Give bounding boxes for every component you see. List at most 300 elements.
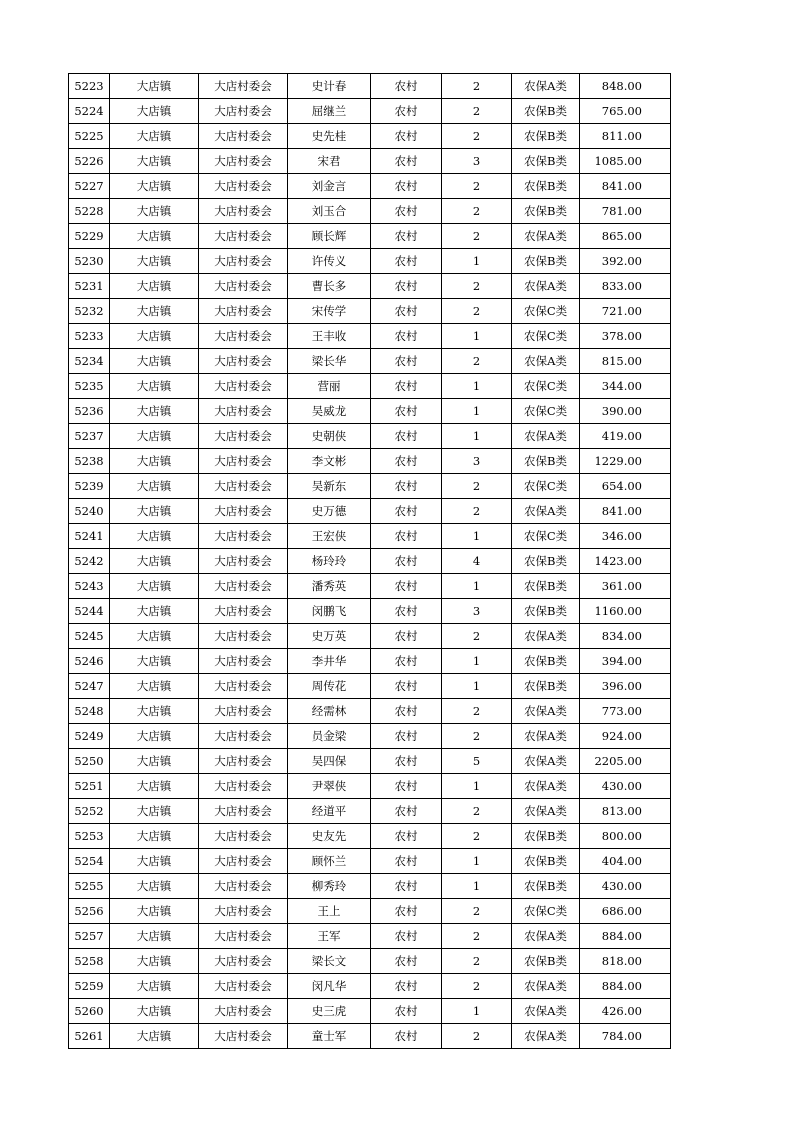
- village-committee-cell: 大店村委会: [199, 99, 288, 124]
- town-cell: 大店镇: [110, 174, 199, 199]
- table-row: [69, 574, 671, 599]
- name-cell: 闵鹏飞: [288, 599, 371, 624]
- insurance-category-cell: 农保A类: [512, 799, 580, 824]
- amount-cell: 1229.00: [580, 449, 671, 474]
- household-count-cell: 3: [442, 149, 512, 174]
- amount-cell: 884.00: [580, 924, 671, 949]
- row-number-cell: 5236: [69, 399, 110, 424]
- village-committee-cell: 大店村委会: [199, 849, 288, 874]
- insurance-category-cell: 农保A类: [512, 624, 580, 649]
- row-number-cell: 5260: [69, 999, 110, 1024]
- area-type-cell: 农村: [371, 674, 442, 699]
- town-cell: 大店镇: [110, 374, 199, 399]
- table-row: [69, 799, 671, 824]
- town-cell: 大店镇: [110, 849, 199, 874]
- name-cell: 梁长文: [288, 949, 371, 974]
- village-committee-cell: 大店村委会: [199, 899, 288, 924]
- household-count-cell: 1: [442, 849, 512, 874]
- area-type-cell: 农村: [371, 474, 442, 499]
- table-row: [69, 899, 671, 924]
- table-row: [69, 599, 671, 624]
- table-row: [69, 874, 671, 899]
- household-count-cell: 1: [442, 374, 512, 399]
- area-type-cell: 农村: [371, 424, 442, 449]
- insurance-category-cell: 农保A类: [512, 924, 580, 949]
- household-count-cell: 1: [442, 524, 512, 549]
- town-cell: 大店镇: [110, 699, 199, 724]
- insurance-category-cell: 农保A类: [512, 74, 580, 99]
- household-count-cell: 2: [442, 949, 512, 974]
- household-count-cell: 2: [442, 349, 512, 374]
- insurance-category-cell: 农保C类: [512, 324, 580, 349]
- table-row: [69, 974, 671, 999]
- town-cell: 大店镇: [110, 549, 199, 574]
- insurance-category-cell: 农保A类: [512, 999, 580, 1024]
- village-committee-cell: 大店村委会: [199, 599, 288, 624]
- row-number-cell: 5228: [69, 199, 110, 224]
- name-cell: 史万英: [288, 624, 371, 649]
- insurance-category-cell: 农保B类: [512, 649, 580, 674]
- row-number-cell: 5238: [69, 449, 110, 474]
- insurance-category-cell: 农保A类: [512, 1024, 580, 1049]
- insurance-category-cell: 农保C类: [512, 374, 580, 399]
- area-type-cell: 农村: [371, 949, 442, 974]
- area-type-cell: 农村: [371, 174, 442, 199]
- town-cell: 大店镇: [110, 399, 199, 424]
- table-row: [69, 774, 671, 799]
- row-number-cell: 5232: [69, 299, 110, 324]
- household-count-cell: 2: [442, 899, 512, 924]
- amount-cell: 396.00: [580, 674, 671, 699]
- area-type-cell: 农村: [371, 199, 442, 224]
- table-row: [69, 949, 671, 974]
- amount-cell: 834.00: [580, 624, 671, 649]
- amount-cell: 818.00: [580, 949, 671, 974]
- records-table: [68, 73, 671, 1049]
- row-number-cell: 5250: [69, 749, 110, 774]
- row-number-cell: 5258: [69, 949, 110, 974]
- table-row: [69, 724, 671, 749]
- town-cell: 大店镇: [110, 649, 199, 674]
- amount-cell: 841.00: [580, 499, 671, 524]
- village-committee-cell: 大店村委会: [199, 449, 288, 474]
- household-count-cell: 2: [442, 299, 512, 324]
- table-row: [69, 224, 671, 249]
- insurance-category-cell: 农保C类: [512, 299, 580, 324]
- town-cell: 大店镇: [110, 274, 199, 299]
- town-cell: 大店镇: [110, 599, 199, 624]
- area-type-cell: 农村: [371, 749, 442, 774]
- row-number-cell: 5233: [69, 324, 110, 349]
- household-count-cell: 2: [442, 724, 512, 749]
- village-committee-cell: 大店村委会: [199, 74, 288, 99]
- village-committee-cell: 大店村委会: [199, 649, 288, 674]
- row-number-cell: 5244: [69, 599, 110, 624]
- name-cell: 吴四保: [288, 749, 371, 774]
- amount-cell: 813.00: [580, 799, 671, 824]
- village-committee-cell: 大店村委会: [199, 699, 288, 724]
- household-count-cell: 1: [442, 324, 512, 349]
- area-type-cell: 农村: [371, 849, 442, 874]
- row-number-cell: 5254: [69, 849, 110, 874]
- village-committee-cell: 大店村委会: [199, 974, 288, 999]
- insurance-category-cell: 农保A类: [512, 349, 580, 374]
- insurance-category-cell: 农保B类: [512, 99, 580, 124]
- insurance-category-cell: 农保B类: [512, 199, 580, 224]
- insurance-category-cell: 农保B类: [512, 174, 580, 199]
- row-number-cell: 5229: [69, 224, 110, 249]
- insurance-category-cell: 农保B类: [512, 574, 580, 599]
- town-cell: 大店镇: [110, 199, 199, 224]
- name-cell: 周传花: [288, 674, 371, 699]
- name-cell: 顾长辉: [288, 224, 371, 249]
- town-cell: 大店镇: [110, 424, 199, 449]
- row-number-cell: 5255: [69, 874, 110, 899]
- table-row: [69, 349, 671, 374]
- household-count-cell: 1: [442, 674, 512, 699]
- name-cell: 柳秀玲: [288, 874, 371, 899]
- insurance-category-cell: 农保C类: [512, 474, 580, 499]
- row-number-cell: 5235: [69, 374, 110, 399]
- table-row: [69, 249, 671, 274]
- amount-cell: 394.00: [580, 649, 671, 674]
- insurance-category-cell: 农保A类: [512, 749, 580, 774]
- household-count-cell: 1: [442, 874, 512, 899]
- amount-cell: 1423.00: [580, 549, 671, 574]
- area-type-cell: 农村: [371, 149, 442, 174]
- town-cell: 大店镇: [110, 449, 199, 474]
- table-row: [69, 449, 671, 474]
- village-committee-cell: 大店村委会: [199, 374, 288, 399]
- name-cell: 梁长华: [288, 349, 371, 374]
- insurance-category-cell: 农保A类: [512, 224, 580, 249]
- amount-cell: 361.00: [580, 574, 671, 599]
- name-cell: 吴威龙: [288, 399, 371, 424]
- name-cell: 闵凡华: [288, 974, 371, 999]
- town-cell: 大店镇: [110, 874, 199, 899]
- area-type-cell: 农村: [371, 574, 442, 599]
- row-number-cell: 5257: [69, 924, 110, 949]
- row-number-cell: 5246: [69, 649, 110, 674]
- row-number-cell: 5243: [69, 574, 110, 599]
- amount-cell: 781.00: [580, 199, 671, 224]
- town-cell: 大店镇: [110, 1024, 199, 1049]
- table-row: [69, 499, 671, 524]
- insurance-category-cell: 农保B类: [512, 824, 580, 849]
- table-row: [69, 124, 671, 149]
- row-number-cell: 5227: [69, 174, 110, 199]
- household-count-cell: 1: [442, 574, 512, 599]
- row-number-cell: 5234: [69, 349, 110, 374]
- area-type-cell: 农村: [371, 349, 442, 374]
- household-count-cell: 2: [442, 124, 512, 149]
- table-row: [69, 924, 671, 949]
- row-number-cell: 5231: [69, 274, 110, 299]
- area-type-cell: 农村: [371, 374, 442, 399]
- area-type-cell: 农村: [371, 1024, 442, 1049]
- area-type-cell: 农村: [371, 624, 442, 649]
- household-count-cell: 3: [442, 599, 512, 624]
- household-count-cell: 2: [442, 99, 512, 124]
- area-type-cell: 农村: [371, 899, 442, 924]
- area-type-cell: 农村: [371, 74, 442, 99]
- town-cell: 大店镇: [110, 249, 199, 274]
- town-cell: 大店镇: [110, 949, 199, 974]
- town-cell: 大店镇: [110, 324, 199, 349]
- table-row: [69, 999, 671, 1024]
- household-count-cell: 2: [442, 474, 512, 499]
- amount-cell: 430.00: [580, 774, 671, 799]
- household-count-cell: 2: [442, 824, 512, 849]
- village-committee-cell: 大店村委会: [199, 174, 288, 199]
- town-cell: 大店镇: [110, 474, 199, 499]
- household-count-cell: 2: [442, 974, 512, 999]
- records-table-body: [69, 74, 671, 1049]
- insurance-category-cell: 农保A类: [512, 424, 580, 449]
- amount-cell: 654.00: [580, 474, 671, 499]
- name-cell: 宋传学: [288, 299, 371, 324]
- insurance-category-cell: 农保B类: [512, 449, 580, 474]
- town-cell: 大店镇: [110, 899, 199, 924]
- amount-cell: 815.00: [580, 349, 671, 374]
- row-number-cell: 5225: [69, 124, 110, 149]
- area-type-cell: 农村: [371, 924, 442, 949]
- row-number-cell: 5226: [69, 149, 110, 174]
- insurance-category-cell: 农保A类: [512, 974, 580, 999]
- insurance-category-cell: 农保B类: [512, 849, 580, 874]
- household-count-cell: 5: [442, 749, 512, 774]
- name-cell: 杨玲玲: [288, 549, 371, 574]
- amount-cell: 419.00: [580, 424, 671, 449]
- row-number-cell: 5223: [69, 74, 110, 99]
- household-count-cell: 2: [442, 224, 512, 249]
- village-committee-cell: 大店村委会: [199, 674, 288, 699]
- area-type-cell: 农村: [371, 724, 442, 749]
- row-number-cell: 5259: [69, 974, 110, 999]
- village-committee-cell: 大店村委会: [199, 949, 288, 974]
- area-type-cell: 农村: [371, 399, 442, 424]
- table-row: [69, 424, 671, 449]
- row-number-cell: 5240: [69, 499, 110, 524]
- household-count-cell: 2: [442, 174, 512, 199]
- amount-cell: 686.00: [580, 899, 671, 924]
- household-count-cell: 2: [442, 1024, 512, 1049]
- village-committee-cell: 大店村委会: [199, 424, 288, 449]
- amount-cell: 344.00: [580, 374, 671, 399]
- household-count-cell: 2: [442, 199, 512, 224]
- row-number-cell: 5237: [69, 424, 110, 449]
- town-cell: 大店镇: [110, 149, 199, 174]
- town-cell: 大店镇: [110, 799, 199, 824]
- area-type-cell: 农村: [371, 699, 442, 724]
- name-cell: 顾怀兰: [288, 849, 371, 874]
- name-cell: 史友先: [288, 824, 371, 849]
- table-row: [69, 324, 671, 349]
- village-committee-cell: 大店村委会: [199, 124, 288, 149]
- name-cell: 屈继兰: [288, 99, 371, 124]
- village-committee-cell: 大店村委会: [199, 274, 288, 299]
- table-row: [69, 474, 671, 499]
- table-row: [69, 649, 671, 674]
- village-committee-cell: 大店村委会: [199, 399, 288, 424]
- insurance-category-cell: 农保A类: [512, 774, 580, 799]
- row-number-cell: 5241: [69, 524, 110, 549]
- name-cell: 李文彬: [288, 449, 371, 474]
- insurance-category-cell: 农保B类: [512, 949, 580, 974]
- name-cell: 曹长多: [288, 274, 371, 299]
- village-committee-cell: 大店村委会: [199, 874, 288, 899]
- insurance-category-cell: 农保C类: [512, 524, 580, 549]
- amount-cell: 848.00: [580, 74, 671, 99]
- name-cell: 史先桂: [288, 124, 371, 149]
- name-cell: 刘玉合: [288, 199, 371, 224]
- town-cell: 大店镇: [110, 499, 199, 524]
- area-type-cell: 农村: [371, 249, 442, 274]
- town-cell: 大店镇: [110, 724, 199, 749]
- table-row: [69, 849, 671, 874]
- town-cell: 大店镇: [110, 749, 199, 774]
- household-count-cell: 2: [442, 699, 512, 724]
- household-count-cell: 1: [442, 249, 512, 274]
- table-row: [69, 299, 671, 324]
- name-cell: 史三虎: [288, 999, 371, 1024]
- amount-cell: 1085.00: [580, 149, 671, 174]
- insurance-category-cell: 农保B类: [512, 874, 580, 899]
- amount-cell: 784.00: [580, 1024, 671, 1049]
- area-type-cell: 农村: [371, 974, 442, 999]
- area-type-cell: 农村: [371, 649, 442, 674]
- town-cell: 大店镇: [110, 924, 199, 949]
- table-row: [69, 274, 671, 299]
- insurance-category-cell: 农保C类: [512, 399, 580, 424]
- village-committee-cell: 大店村委会: [199, 324, 288, 349]
- amount-cell: 390.00: [580, 399, 671, 424]
- amount-cell: 378.00: [580, 324, 671, 349]
- household-count-cell: 1: [442, 774, 512, 799]
- amount-cell: 404.00: [580, 849, 671, 874]
- village-committee-cell: 大店村委会: [199, 749, 288, 774]
- insurance-category-cell: 农保A类: [512, 274, 580, 299]
- area-type-cell: 农村: [371, 999, 442, 1024]
- household-count-cell: 2: [442, 74, 512, 99]
- name-cell: 许传义: [288, 249, 371, 274]
- insurance-category-cell: 农保A类: [512, 699, 580, 724]
- name-cell: 经道平: [288, 799, 371, 824]
- row-number-cell: 5242: [69, 549, 110, 574]
- table-row: [69, 74, 671, 99]
- town-cell: 大店镇: [110, 974, 199, 999]
- amount-cell: 841.00: [580, 174, 671, 199]
- insurance-category-cell: 农保A类: [512, 499, 580, 524]
- household-count-cell: 2: [442, 499, 512, 524]
- table-row: [69, 399, 671, 424]
- amount-cell: 346.00: [580, 524, 671, 549]
- town-cell: 大店镇: [110, 774, 199, 799]
- table-row: [69, 749, 671, 774]
- area-type-cell: 农村: [371, 774, 442, 799]
- table-row: [69, 1024, 671, 1049]
- amount-cell: 773.00: [580, 699, 671, 724]
- insurance-category-cell: 农保B类: [512, 149, 580, 174]
- village-committee-cell: 大店村委会: [199, 1024, 288, 1049]
- row-number-cell: 5261: [69, 1024, 110, 1049]
- amount-cell: 1160.00: [580, 599, 671, 624]
- village-committee-cell: 大店村委会: [199, 924, 288, 949]
- row-number-cell: 5251: [69, 774, 110, 799]
- name-cell: 王上: [288, 899, 371, 924]
- town-cell: 大店镇: [110, 349, 199, 374]
- village-committee-cell: 大店村委会: [199, 499, 288, 524]
- village-committee-cell: 大店村委会: [199, 824, 288, 849]
- amount-cell: 865.00: [580, 224, 671, 249]
- row-number-cell: 5247: [69, 674, 110, 699]
- village-committee-cell: 大店村委会: [199, 149, 288, 174]
- table-row: [69, 674, 671, 699]
- name-cell: 王宏侠: [288, 524, 371, 549]
- village-committee-cell: 大店村委会: [199, 624, 288, 649]
- village-committee-cell: 大店村委会: [199, 249, 288, 274]
- town-cell: 大店镇: [110, 524, 199, 549]
- household-count-cell: 2: [442, 799, 512, 824]
- household-count-cell: 2: [442, 924, 512, 949]
- area-type-cell: 农村: [371, 799, 442, 824]
- row-number-cell: 5245: [69, 624, 110, 649]
- town-cell: 大店镇: [110, 99, 199, 124]
- village-committee-cell: 大店村委会: [199, 799, 288, 824]
- area-type-cell: 农村: [371, 324, 442, 349]
- insurance-category-cell: 农保C类: [512, 899, 580, 924]
- table-row: [69, 824, 671, 849]
- town-cell: 大店镇: [110, 624, 199, 649]
- village-committee-cell: 大店村委会: [199, 574, 288, 599]
- area-type-cell: 农村: [371, 499, 442, 524]
- table-row: [69, 524, 671, 549]
- table-row: [69, 199, 671, 224]
- village-committee-cell: 大店村委会: [199, 524, 288, 549]
- amount-cell: 800.00: [580, 824, 671, 849]
- insurance-category-cell: 农保B类: [512, 549, 580, 574]
- amount-cell: 721.00: [580, 299, 671, 324]
- area-type-cell: 农村: [371, 599, 442, 624]
- area-type-cell: 农村: [371, 99, 442, 124]
- village-committee-cell: 大店村委会: [199, 774, 288, 799]
- village-committee-cell: 大店村委会: [199, 474, 288, 499]
- insurance-category-cell: 农保B类: [512, 124, 580, 149]
- household-count-cell: 1: [442, 399, 512, 424]
- row-number-cell: 5239: [69, 474, 110, 499]
- name-cell: 刘金言: [288, 174, 371, 199]
- area-type-cell: 农村: [371, 224, 442, 249]
- name-cell: 吴新东: [288, 474, 371, 499]
- area-type-cell: 农村: [371, 874, 442, 899]
- name-cell: 史朝侠: [288, 424, 371, 449]
- town-cell: 大店镇: [110, 299, 199, 324]
- name-cell: 员金梁: [288, 724, 371, 749]
- household-count-cell: 1: [442, 649, 512, 674]
- row-number-cell: 5252: [69, 799, 110, 824]
- row-number-cell: 5249: [69, 724, 110, 749]
- insurance-category-cell: 农保B类: [512, 249, 580, 274]
- household-count-cell: 1: [442, 999, 512, 1024]
- town-cell: 大店镇: [110, 124, 199, 149]
- village-committee-cell: 大店村委会: [199, 999, 288, 1024]
- insurance-category-cell: 农保B类: [512, 599, 580, 624]
- name-cell: 童士军: [288, 1024, 371, 1049]
- village-committee-cell: 大店村委会: [199, 724, 288, 749]
- town-cell: 大店镇: [110, 574, 199, 599]
- village-committee-cell: 大店村委会: [199, 224, 288, 249]
- area-type-cell: 农村: [371, 524, 442, 549]
